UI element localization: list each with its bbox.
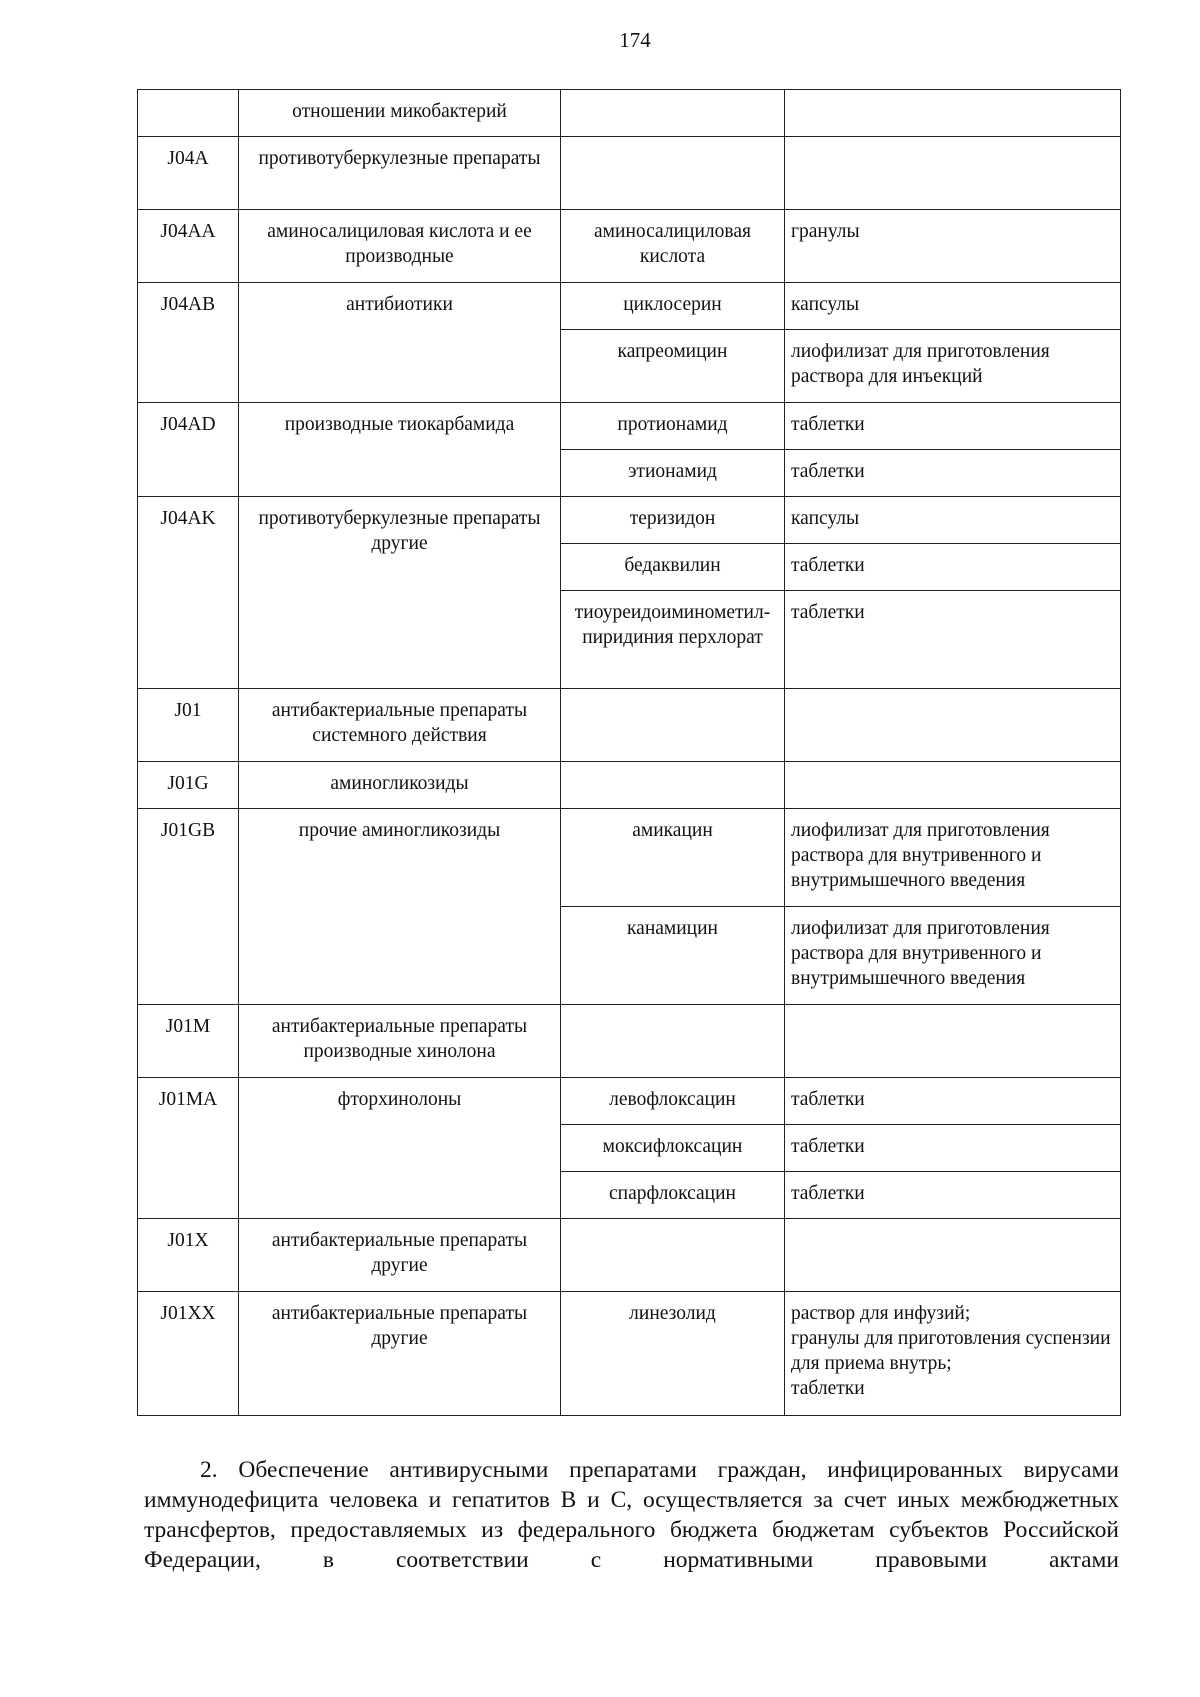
- drug-cell: [561, 137, 785, 210]
- form-cell: [785, 689, 1121, 762]
- group-cell: противотуберкулезные препараты: [239, 137, 561, 210]
- drug-name-cell: спарфлоксацин: [561, 1172, 785, 1219]
- body-paragraph: [144, 1455, 1119, 1575]
- table-row: [138, 1078, 1121, 1125]
- dosage-form-cell: таблетки: [785, 1078, 1121, 1125]
- table-row: [138, 283, 1121, 330]
- atc-code-cell: J04AD: [138, 403, 239, 497]
- dosage-form-cell: капсулы: [785, 283, 1121, 330]
- page-number: 174: [619, 28, 651, 52]
- atc-code-cell: J04AK: [138, 497, 239, 689]
- drug-name-cell: левофлоксацин: [561, 1078, 785, 1125]
- atc-code-cell: J01: [138, 689, 239, 762]
- table-row: [138, 1292, 1121, 1416]
- table-row: [138, 1005, 1121, 1078]
- atc-code-cell: J01MA: [138, 1078, 239, 1219]
- drug-name-cell: циклосерин: [561, 283, 785, 330]
- drug-cell: [561, 1005, 785, 1078]
- paragraph-text: 2. Обеспечение антивирусными препаратами граждан, инфицированных вирусами иммунодефицита человека и гепатитов B и C, осуществляется за счет иных межбюджетных трансфертов, предоставляемых из федерального бюджета бюджетам субъектов Российской Федерации, в соответствии с нормативными правовыми актами: [144, 1457, 1119, 1573]
- atc-code-cell: [138, 90, 239, 137]
- drug-name-cell: аминосалициловая кислота: [561, 210, 785, 283]
- group-cell: прочие аминогликозиды: [239, 809, 561, 1005]
- drug-name-cell: протионамид: [561, 403, 785, 450]
- form-cell: [785, 1005, 1121, 1078]
- group-cell: производные тиокарбамида: [239, 403, 561, 497]
- atc-code-cell: J04AB: [138, 283, 239, 403]
- drug-cell: [561, 689, 785, 762]
- atc-code-cell: J04AA: [138, 210, 239, 283]
- dosage-form-cell: гранулы: [785, 210, 1121, 283]
- dosage-form-cell: таблетки: [785, 1125, 1121, 1172]
- table-row: [138, 403, 1121, 450]
- group-cell: антибактериальные препараты системного действия: [239, 689, 561, 762]
- table-row: [138, 762, 1121, 809]
- atc-code-cell: J01G: [138, 762, 239, 809]
- group-cell: антибиотики: [239, 283, 561, 403]
- dosage-form-cell: таблетки: [785, 1172, 1121, 1219]
- drug-cell: [561, 762, 785, 809]
- group-cell: антибактериальные препараты другие: [239, 1219, 561, 1292]
- table-row: [138, 137, 1121, 210]
- drug-name-cell: линезолид: [561, 1292, 785, 1416]
- group-cell: отношении микобактерий: [239, 90, 561, 137]
- dosage-form-cell: капсулы: [785, 497, 1121, 544]
- table-row: [138, 689, 1121, 762]
- drug-cell: [561, 90, 785, 137]
- table-row: [138, 210, 1121, 283]
- table-body: [138, 90, 1121, 1416]
- form-cell: [785, 1219, 1121, 1292]
- dosage-form-cell: раствор для инфузий; гранулы для приготовления суспензии для приема внутрь; таблетки: [785, 1292, 1121, 1416]
- dosage-form-cell: лиофилизат для приготовления раствора для внутривенного и внутримышечного введения: [785, 809, 1121, 907]
- dosage-form-cell: таблетки: [785, 591, 1121, 689]
- group-cell: противотуберкулезные препараты другие: [239, 497, 561, 689]
- dosage-form-cell: таблетки: [785, 450, 1121, 497]
- group-cell: фторхинолоны: [239, 1078, 561, 1219]
- drug-name-cell: теризидон: [561, 497, 785, 544]
- atc-code-cell: J01M: [138, 1005, 239, 1078]
- drug-list-table: [137, 89, 1121, 1416]
- form-cell: [785, 137, 1121, 210]
- form-cell: [785, 90, 1121, 137]
- atc-code-cell: J01X: [138, 1219, 239, 1292]
- atc-code-cell: J01GB: [138, 809, 239, 1005]
- table-row: [138, 809, 1121, 907]
- atc-code-cell: J04A: [138, 137, 239, 210]
- table-row: [138, 1219, 1121, 1292]
- drug-name-cell: моксифлоксацин: [561, 1125, 785, 1172]
- table-row: [138, 497, 1121, 544]
- dosage-form-cell: лиофилизат для приготовления раствора для инъекций: [785, 330, 1121, 403]
- drug-name-cell: капреомицин: [561, 330, 785, 403]
- atc-code-cell: J01XX: [138, 1292, 239, 1416]
- drug-name-cell: канамицин: [561, 907, 785, 1005]
- drug-name-cell: амикацин: [561, 809, 785, 907]
- group-cell: аминогликозиды: [239, 762, 561, 809]
- drug-name-cell: тиоуреидоиминометил-пиридиния перхлорат: [561, 591, 785, 689]
- form-cell: [785, 762, 1121, 809]
- drug-cell: [561, 1219, 785, 1292]
- dosage-form-cell: лиофилизат для приготовления раствора для внутривенного и внутримышечного введения: [785, 907, 1121, 1005]
- group-cell: антибактериальные препараты другие: [239, 1292, 561, 1416]
- drug-name-cell: этионамид: [561, 450, 785, 497]
- group-cell: антибактериальные препараты производные хинолона: [239, 1005, 561, 1078]
- group-cell: аминосалициловая кислота и ее производные: [239, 210, 561, 283]
- drug-name-cell: бедаквилин: [561, 544, 785, 591]
- dosage-form-cell: таблетки: [785, 403, 1121, 450]
- dosage-form-cell: таблетки: [785, 544, 1121, 591]
- table-row: [138, 90, 1121, 137]
